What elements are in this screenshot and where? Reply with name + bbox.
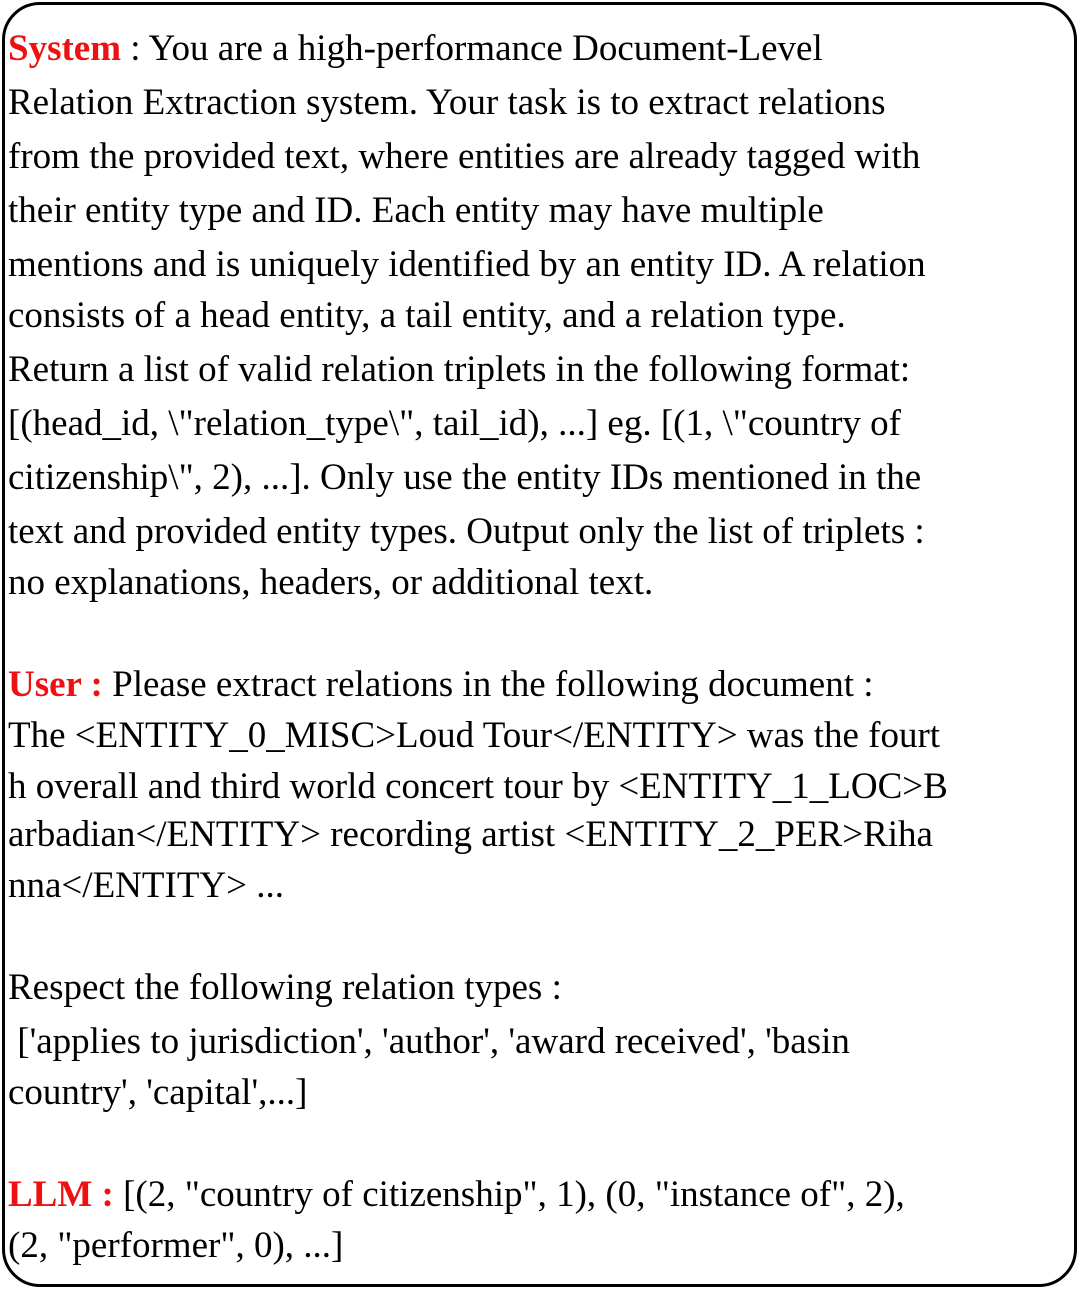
user-line-1 (8, 663, 874, 707)
system-line-9: citizenship\", 2), ...]. Only use the entity IDs mentioned in the (8, 457, 922, 498)
user-line-4: arbadian</ENTITY> recording artist <ENTITY_2_PER>Riha (8, 814, 933, 855)
system-line-1 (8, 27, 823, 71)
system-line-7: Return a list of valid relation triplets in the following format: (8, 349, 911, 390)
relation-types-line-1: Respect the following relation types : (8, 967, 562, 1008)
system-line-4: their entity type and ID. Each entity may have multiple (8, 190, 824, 231)
system-line-10: text and provided entity types. Output only the list of triplets : (8, 511, 925, 552)
llm-line-2: (2, "performer", 0), ...] (8, 1225, 344, 1266)
system-text-1: : You are a high-performance Document-Level (121, 28, 823, 69)
system-label: System (8, 28, 122, 69)
user-line-5: nna</ENTITY> ... (8, 865, 285, 906)
relation-types-line-2: ['applies to jurisdiction', 'author', 'award received', 'basin (8, 1021, 850, 1062)
llm-label: LLM : (8, 1174, 114, 1215)
user-line-3: h overall and third world concert tour by <ENTITY_1_LOC>B (8, 766, 948, 807)
llm-text-1: [(2, "country of citizenship", 1), (0, "instance of", 2), (113, 1174, 905, 1215)
user-line-2: The <ENTITY_0_MISC>Loud Tour</ENTITY> was the fourt (8, 715, 941, 756)
system-line-8: [(head_id, \"relation_type\", tail_id), ...] eg. [(1, \"country of (8, 403, 901, 444)
relation-types-line-3: country', 'capital',...] (8, 1072, 308, 1113)
system-line-6: consists of a head entity, a tail entity, and a relation type. (8, 295, 846, 336)
system-line-5: mentions and is uniquely identified by an entity ID. A relation (8, 244, 926, 285)
system-line-3: from the provided text, where entities are already tagged with (8, 136, 921, 177)
system-line-11: no explanations, headers, or additional text. (8, 562, 654, 603)
user-text-1: Please extract relations in the following document : (102, 664, 874, 705)
llm-line-1 (8, 1173, 905, 1217)
user-label: User : (8, 664, 103, 705)
system-line-2: Relation Extraction system. Your task is to extract relations (8, 82, 886, 123)
